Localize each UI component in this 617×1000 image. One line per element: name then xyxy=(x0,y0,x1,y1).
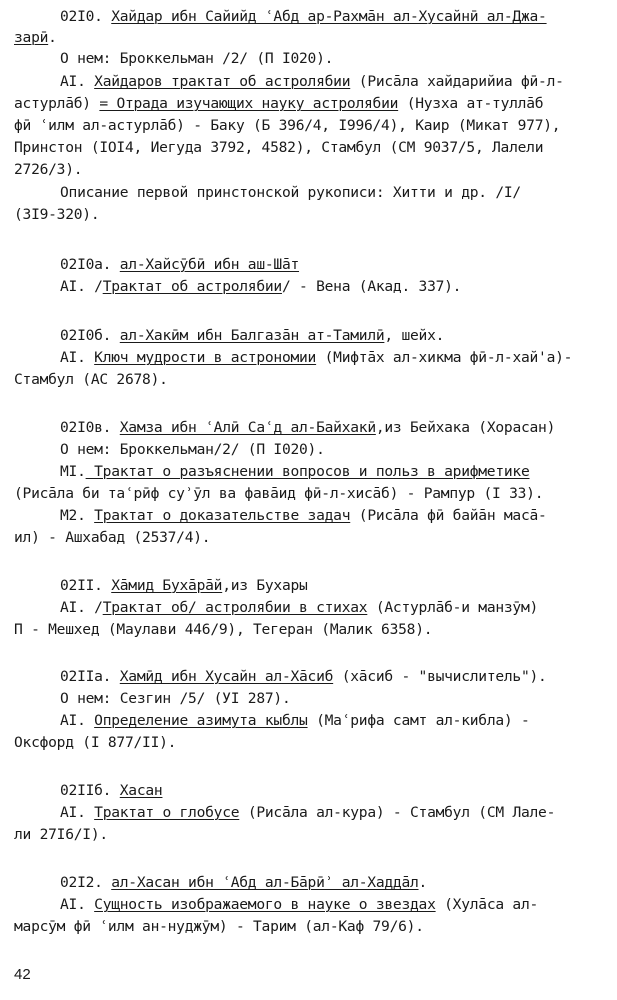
text-line xyxy=(14,825,108,845)
text-run: (Рисāла би таʿрӣф суʾӯл ва фавāид фӣ-л-хисāб) - Рампур (I 33). xyxy=(14,485,544,502)
text-line xyxy=(14,138,543,158)
text-run: AI. xyxy=(60,712,95,729)
text-run: ,из Бейхака (Хорасан) xyxy=(375,419,556,436)
text-run: ,из Бухары xyxy=(222,577,308,594)
text-run: ил) - Ашхабад (2537/4). xyxy=(14,529,211,546)
underlined-title: Хāмид Бухāрāй xyxy=(111,577,223,594)
text-run: (3I9-320). xyxy=(14,206,100,223)
text-run: / - Вена (Акад. 337). xyxy=(281,278,462,295)
text-run: астурлāб) xyxy=(14,95,100,112)
underlined-title: Хайдаров трактат об астролябии xyxy=(94,73,351,90)
text-run: (Мифтāх ал-хикма фӣ-л-хай'а)- xyxy=(316,349,573,366)
text-line xyxy=(14,183,521,203)
text-run: марсӯм фӣ ʿилм ан-нуджӯм) - Тарим (ал-Каф 79/6). xyxy=(14,918,424,935)
underlined-title: Трактат о доказательстве задач xyxy=(94,507,351,524)
text-line xyxy=(14,462,530,482)
underlined-title: Трактат о разъяснении вопросов и польз в арифметике xyxy=(85,463,530,480)
underlined-title: Трактат об/ астролябии в стихах xyxy=(102,599,368,616)
text-run: . xyxy=(418,874,428,891)
text-line xyxy=(14,484,543,504)
underlined-title: Определение азимута кыблы xyxy=(94,712,308,729)
text-line xyxy=(14,28,57,48)
text-run: 02I0б. xyxy=(60,327,120,344)
text-line xyxy=(14,711,530,731)
underlined-title: ал-Хакӣм ибн Балгазāн ат-Тамилӣ xyxy=(119,327,385,344)
text-run: M2. xyxy=(60,507,95,524)
underlined-title: Ключ мудрости в астрономии xyxy=(94,349,317,366)
text-run: Стамбул (АС 2678). xyxy=(14,371,168,388)
text-line xyxy=(14,689,290,709)
text-run: (хāсиб - "вычислитель"). xyxy=(333,668,547,685)
text-line xyxy=(14,917,424,937)
text-line xyxy=(14,418,555,438)
text-line xyxy=(14,576,308,596)
text-run: 02I2. xyxy=(60,874,112,891)
text-line xyxy=(14,94,543,114)
text-line xyxy=(14,440,325,460)
text-run: (Рисāла хайдарийиа фӣ-л- xyxy=(350,73,564,90)
text-run: (Нузха ат-туллāб xyxy=(398,95,544,112)
text-line xyxy=(14,49,333,69)
text-run: . xyxy=(48,29,57,46)
page-number: 42 xyxy=(14,966,31,983)
text-run: AI. / xyxy=(60,278,103,295)
text-run: Оксфорд (I 877/II). xyxy=(14,734,177,751)
text-line xyxy=(14,160,82,180)
text-line xyxy=(14,528,210,548)
text-line xyxy=(14,803,555,823)
text-run: 2726/3). xyxy=(14,161,83,178)
text-run: 02I0а. xyxy=(60,256,120,273)
text-line xyxy=(14,781,162,801)
text-run: О нем: Броккельман/2/ (П I020). xyxy=(60,441,325,458)
text-run: О нем: Сезгин /5/ (УI 287). xyxy=(60,690,291,707)
text-line xyxy=(14,598,538,618)
text-line xyxy=(14,873,427,893)
text-run: , шейх. xyxy=(384,327,445,344)
text-run: 02II. xyxy=(60,577,112,594)
underlined-title: Хасан xyxy=(119,782,163,799)
text-line xyxy=(14,348,572,368)
underlined-title: Сущность изображаемого в науке о звездах xyxy=(94,896,436,913)
text-run: Описание первой принстонской рукописи: Хитти и др. /I/ xyxy=(60,184,521,201)
underlined-title: Трактат о глобусе xyxy=(94,804,240,821)
underlined-title: Хамза ибн ʿАлӣ Саʿд ал-Байхакӣ xyxy=(119,419,376,436)
underlined-title: = Отрада изучающих науку астролябии xyxy=(99,95,399,112)
text-run: AI. xyxy=(60,349,95,366)
text-run: (Рисāла ал-кура) - Стамбул (СМ Лале- xyxy=(239,804,556,821)
text-run: (Хулāса ал- xyxy=(435,896,539,913)
underlined-title: зарӣ xyxy=(14,29,49,46)
text-line xyxy=(14,506,547,526)
text-run: AI. xyxy=(60,896,95,913)
text-run: 02I0. xyxy=(60,8,112,25)
text-run: (Астурлāб-и манзӯм) xyxy=(367,599,539,616)
text-run: 02I0в. xyxy=(60,419,120,436)
text-line xyxy=(14,895,538,915)
text-run: П - Мешхед (Маулави 446/9), Тегеран (Малик 6358). xyxy=(14,621,433,638)
text-run: 02IIа. xyxy=(60,668,120,685)
text-run: (Маʿрифа самт ал-кибла) - xyxy=(307,712,530,729)
text-run: AI. xyxy=(60,73,95,90)
text-line xyxy=(14,116,560,136)
underlined-title: Хайдар ибн Сайийд ʿАбд ар-Рахмāн ал-Хусайнӣ ал-Джа- xyxy=(111,8,547,25)
text-line xyxy=(14,620,432,640)
text-line xyxy=(14,205,99,225)
text-line xyxy=(14,326,444,346)
text-run: ли 27I6/I). xyxy=(14,826,108,843)
text-run: MI. xyxy=(60,463,86,480)
text-run: (Рисāла фӣ байāн масā- xyxy=(350,507,547,524)
text-line xyxy=(14,72,564,92)
text-run: Принстон (IOI4, Иегуда 3792, 4582), Стамбул (СМ 9037/5, Лалели xyxy=(14,139,544,156)
text-run: фӣ ʿилм ал-астурлāб) - Баку (Б 396/4, I996/4), Каир (Микат 977), xyxy=(14,117,561,134)
text-line xyxy=(14,667,547,687)
text-line xyxy=(14,277,461,297)
text-line xyxy=(14,370,168,390)
underlined-title: ал-Хайсӯбӣ ибн аш-Шāт xyxy=(119,256,300,273)
text-run: AI. / xyxy=(60,599,103,616)
text-line xyxy=(14,7,547,27)
text-line xyxy=(14,255,299,275)
underlined-title: Трактат об астролябии xyxy=(102,278,282,295)
text-run: О нем: Броккельман /2/ (П I020). xyxy=(60,50,334,67)
text-run: 02IIб. xyxy=(60,782,120,799)
text-run: AI. xyxy=(60,804,95,821)
underlined-title: ал-Хасан ибн ʿАбд ал-Бāрӣʾ ал-Хаддāл xyxy=(111,874,419,891)
underlined-title: Хамӣд ибн Хусайн ал-Хāсиб xyxy=(119,668,334,685)
text-line xyxy=(14,733,176,753)
